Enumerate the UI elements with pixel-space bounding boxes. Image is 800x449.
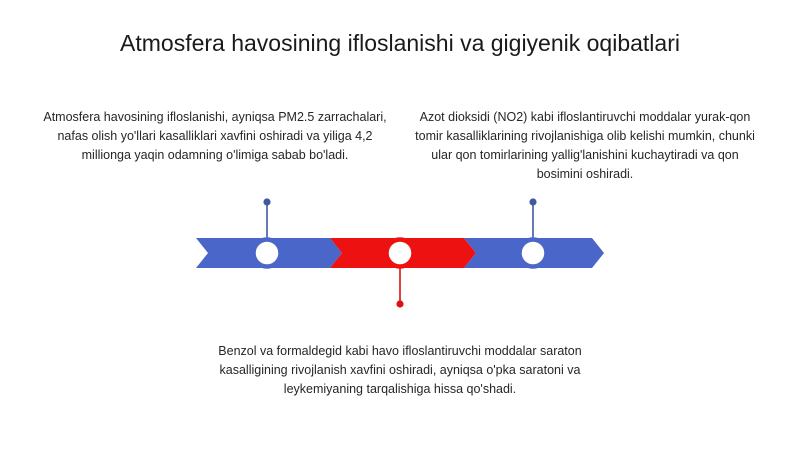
timeline-pin-head-3 [529,198,536,205]
slide-title: Atmosfera havosining ifloslanishi va gigiyenik oqibatlari [120,30,680,56]
timeline-pin-head-2 [396,300,403,307]
timeline-pin-head-1 [263,198,270,205]
timeline-text-1: Atmosfera havosining ifloslanishi, ayniqsa PM2.5 zarrachalari, nafas olish yo'llari kasalliklari xavfini oshiradi va yiliga 4,2 millionga yaqin odamning o'limiga sabab bo'ladi. [43,110,387,162]
timeline-node-1 [254,240,281,267]
timeline-text-3: Azot dioksidi (NO2) kabi ifloslantiruvchi moddalar yurak-qon tomir kasalliklarining rivojlanishiga olib kelishi mumkin, chunki ular qon tomirlarining yallig'lanishini kuchaytiradi va qon bosimini oshiradi. [415,110,755,181]
timeline-text-2: Benzol va formaldegid kabi havo ifloslantiruvchi moddalar saraton kasalligining rivojlanish xavfini oshiradi, ayniqsa o'pka saratoni va leykemiyaning tarqalishiga hissa qo'shadi. [218,344,582,396]
timeline-node-2 [387,240,414,267]
timeline-node-3 [520,240,547,267]
